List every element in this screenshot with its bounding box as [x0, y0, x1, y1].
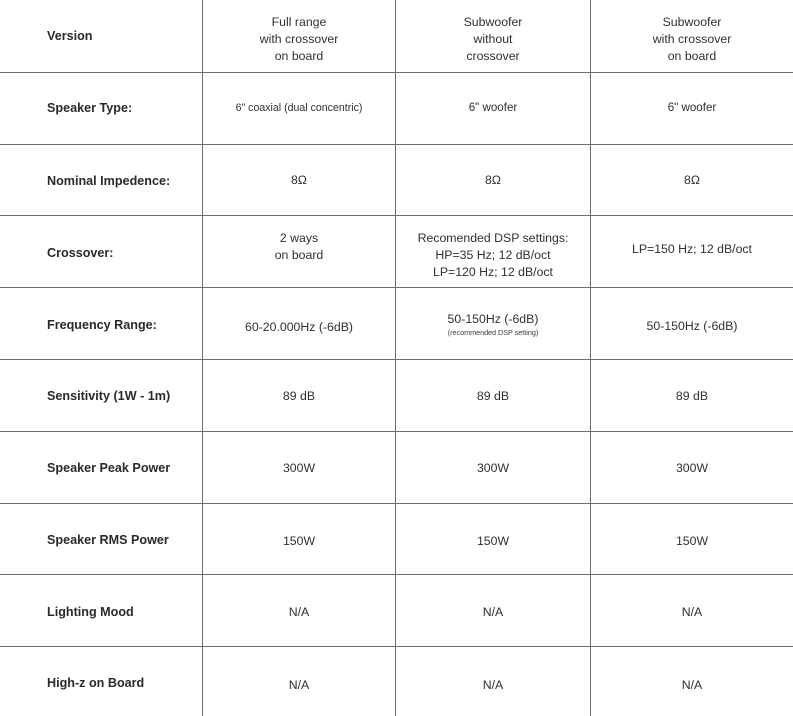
cell-line: LP=120 Hz; 12 dB/oct	[433, 265, 553, 279]
table-cell: 8Ω	[395, 145, 590, 215]
row-label: Speaker Peak Power	[47, 461, 171, 475]
header-line: crossover	[466, 49, 520, 63]
table-cell: N/A	[202, 575, 395, 646]
table-cell: 150W	[395, 504, 590, 574]
table-cell: N/A	[590, 647, 793, 716]
table-cell	[590, 216, 793, 287]
table-cell: 300W	[202, 432, 395, 503]
row-label: Frequency Range:	[47, 318, 157, 332]
header-label: Version	[47, 29, 93, 43]
table-header-row	[0, 0, 793, 73]
header-cell-subwoofer-no-crossover	[395, 0, 590, 72]
header-line: on board	[667, 49, 717, 63]
table-row-speaker-rms-power	[0, 504, 793, 575]
row-label: Speaker RMS Power	[47, 533, 169, 547]
header-line: with crossover	[652, 32, 732, 46]
header-line: without	[473, 32, 513, 46]
table-cell: 89 dB	[590, 360, 793, 431]
table-cell: 6" coaxial (dual concentric)	[202, 73, 395, 144]
header-cell-full-range	[202, 0, 395, 72]
table-cell: 8Ω	[202, 145, 395, 215]
table-row-nominal-impedence	[0, 145, 793, 216]
table-cell: 89 dB	[395, 360, 590, 431]
header-cell-subwoofer-with-crossover	[590, 0, 793, 72]
table-row-sensitivity	[0, 360, 793, 432]
table-cell	[395, 288, 590, 359]
header-line: with crossover	[259, 32, 339, 46]
table-cell: N/A	[395, 647, 590, 716]
cell-line: HP=35 Hz; 12 dB/oct	[435, 248, 551, 262]
table-cell: 150W	[590, 504, 793, 574]
dsp-setting-note: (recommended DSP setting)	[447, 328, 539, 337]
table-cell: 300W	[590, 432, 793, 503]
table-cell: N/A	[202, 647, 395, 716]
table-cell: 60-20.000Hz (-6dB)	[202, 288, 395, 359]
row-label: Lighting Mood	[47, 605, 134, 619]
table-cell: N/A	[395, 575, 590, 646]
row-label: Crossover:	[47, 246, 114, 260]
header-line: Full range	[271, 15, 327, 29]
cell-line: on board	[274, 248, 324, 262]
table-row-speaker-peak-power	[0, 432, 793, 504]
table-cell	[395, 216, 590, 287]
table-cell: 150W	[202, 504, 395, 574]
table-row-frequency-range	[0, 288, 793, 360]
header-line: on board	[274, 49, 324, 63]
table-row-high-z-on-board	[0, 647, 793, 716]
table-row-lighting-mood	[0, 575, 793, 647]
table-cell: 6" woofer	[590, 73, 793, 144]
table-cell: 50-150Hz (-6dB)	[590, 288, 793, 359]
table-cell: 8Ω	[590, 145, 793, 215]
table-cell: 6" woofer	[395, 73, 590, 144]
cell-line: 2 ways	[279, 231, 319, 245]
header-line: Subwoofer	[662, 15, 722, 29]
cell-line: Recomended DSP settings:	[417, 231, 569, 245]
table-row-speaker-type	[0, 73, 793, 145]
table-cell	[202, 216, 395, 287]
header-line: Subwoofer	[463, 15, 523, 29]
row-label: Sensitivity (1W - 1m)	[47, 389, 171, 403]
cell-line: 50-150Hz (-6dB)	[447, 312, 539, 326]
table-cell: N/A	[590, 575, 793, 646]
row-label: Nominal Impedence:	[47, 174, 171, 188]
cell-line: LP=150 Hz; 12 dB/oct	[632, 242, 752, 256]
table-row-crossover	[0, 216, 793, 288]
row-label: High-z on Board	[47, 676, 145, 690]
table-cell: 300W	[395, 432, 590, 503]
table-cell: 89 dB	[202, 360, 395, 431]
row-label: Speaker Type:	[47, 101, 133, 115]
